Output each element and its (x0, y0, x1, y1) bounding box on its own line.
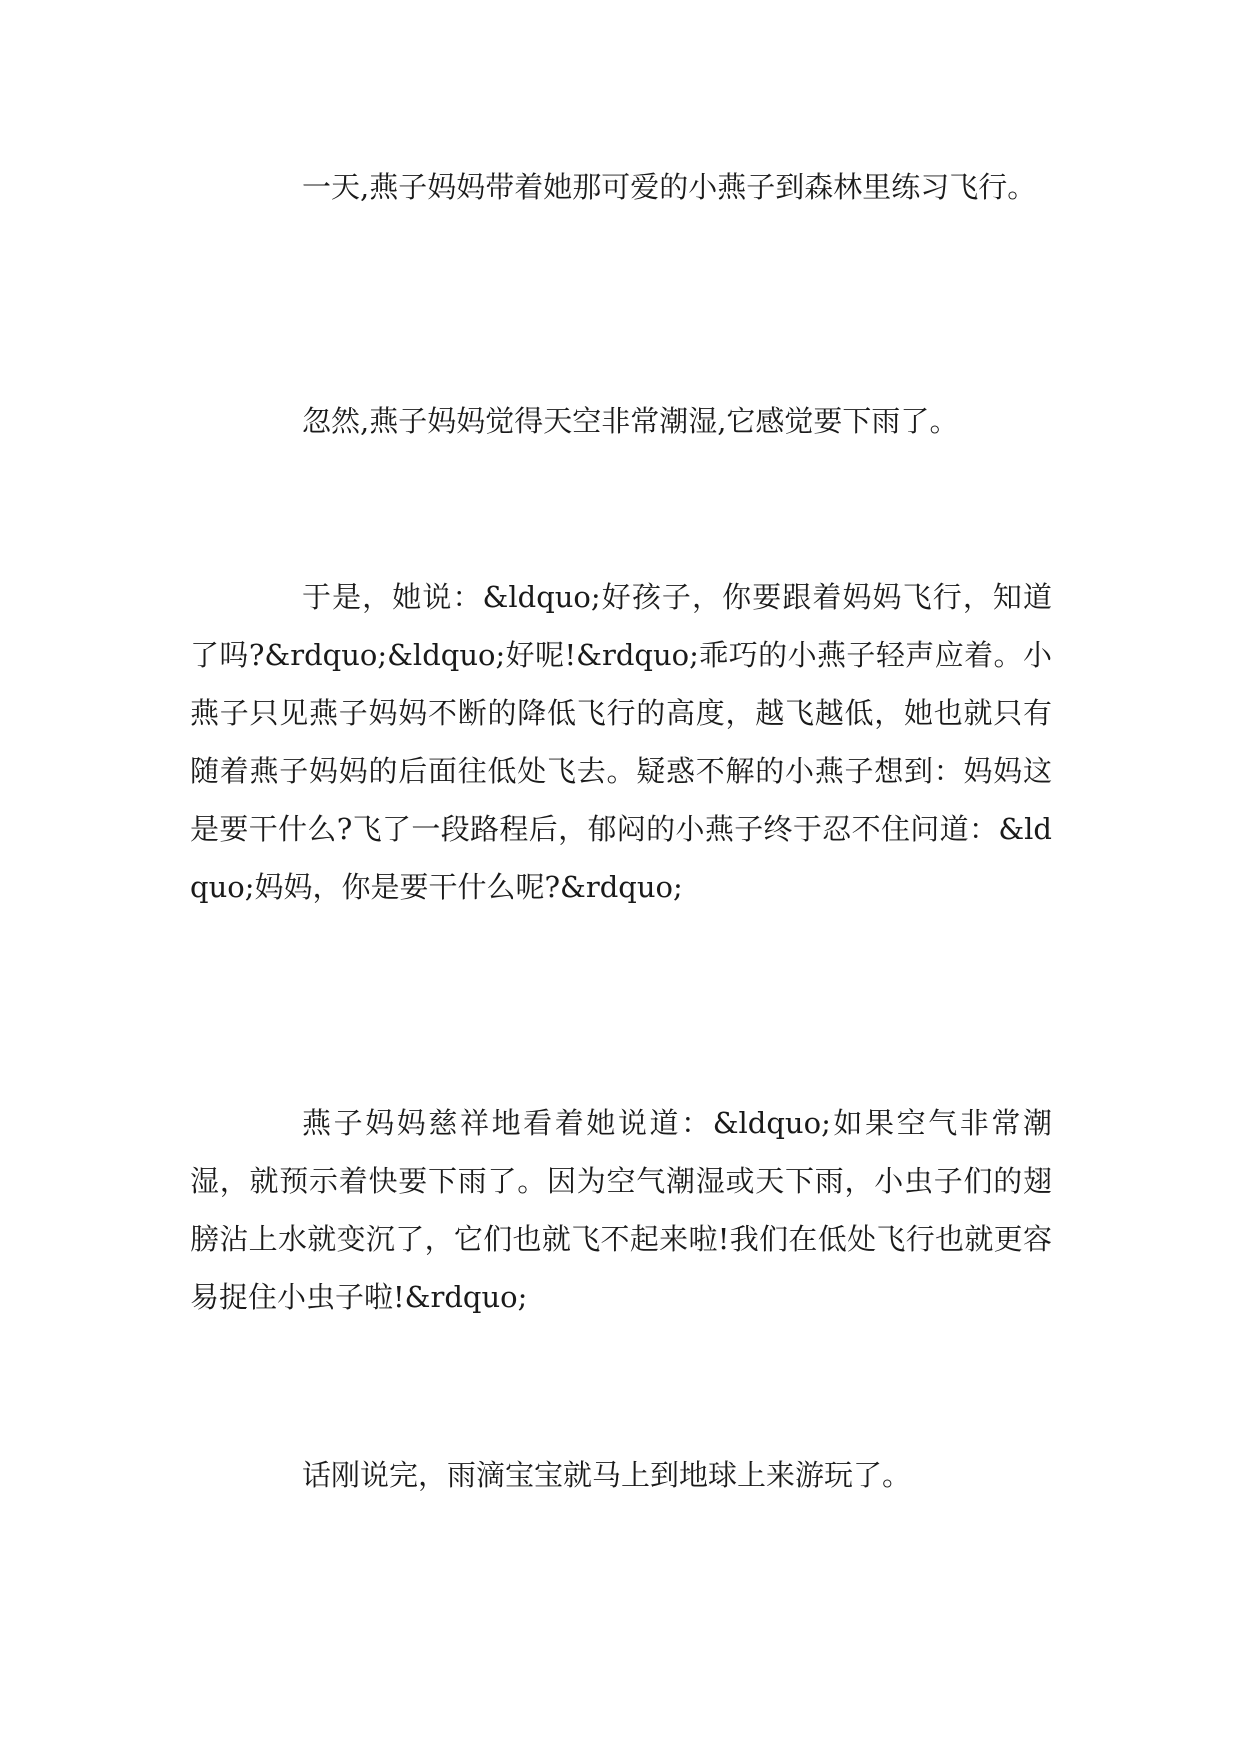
paragraph-2: 忽然,燕子妈妈觉得天空非常潮湿,它感觉要下雨了。 (302, 404, 959, 438)
paragraph-1: 一天,燕子妈妈带着她那可爱的小燕子到森林里练习飞行。 (302, 170, 1037, 204)
paragraph-5: 话刚说完，雨滴宝宝就马上到地球上来游玩了。 (302, 1458, 912, 1492)
paragraph-3: 于是，她说：&ldquo;好孩子，你要跟着妈妈飞行，知道了吗?&rdquo;&ldquo;好呢!&rdquo;乖巧的小燕子轻声应着。小燕子只见燕子妈妈不断的降低飞行的高度，越飞越低，她也就只有随着燕子妈妈的后面往低处飞去。疑惑不解的小燕子想到：妈妈这是要干什么?飞了一段路程后，郁闷的小燕子终于忍不住问道：&ldquo;妈妈，你是要干什么呢?&rdquo; (190, 580, 1052, 904)
paragraph-4: 燕子妈妈慈祥地看着她说道：&ldquo;如果空气非常潮湿，就预示着快要下雨了。因为空气潮湿或天下雨，小虫子们的翅膀沾上水就变沉了，它们也就飞不起来啦!我们在低处飞行也就更容易捉住小虫子啦!&rdquo; (190, 1106, 1052, 1314)
